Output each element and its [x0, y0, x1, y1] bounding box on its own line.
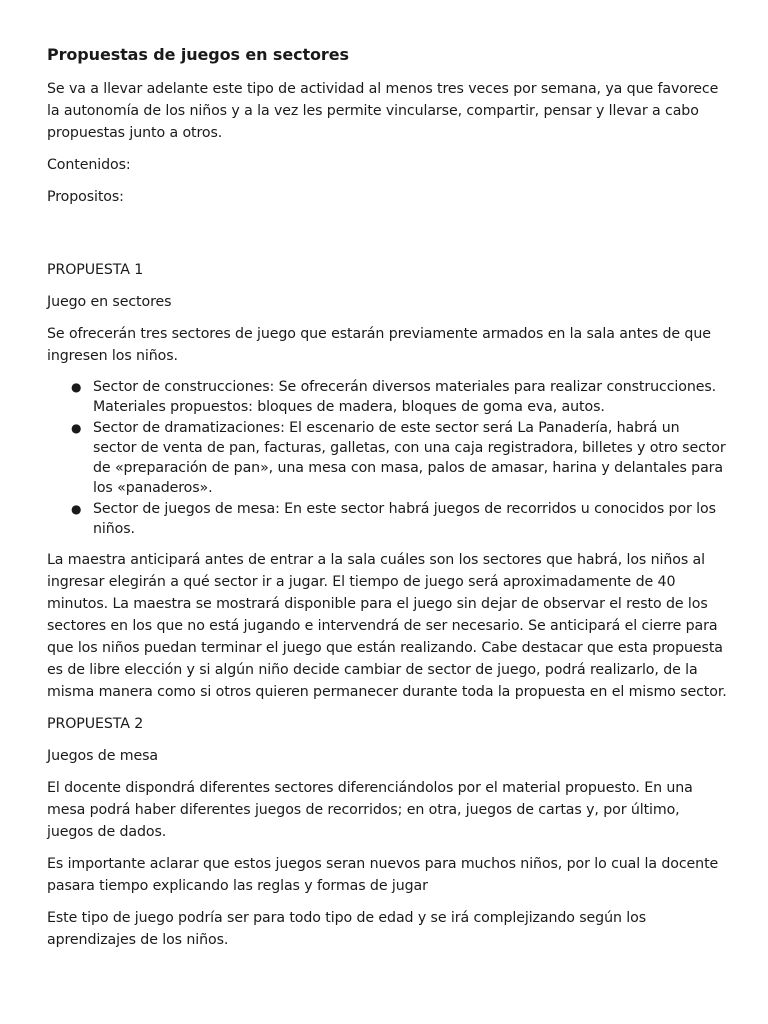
- section-gap: [47, 218, 727, 259]
- propuesta-1-subheading: Juego en sectores: [47, 294, 172, 310]
- propuesta-2-heading: PROPUESTA 2: [47, 716, 144, 732]
- propuesta-2-closing: Este tipo de juego podría ser para todo tipo de edad y se irá complejizando según los aprendizajes de los niños.: [47, 910, 646, 948]
- propuesta-1-closing: La maestra anticipará antes de entrar a la sala cuáles son los sectores que habrá, los niños al ingresar elegirán a qué sector ir a jugar. El tiempo de juego será aproximadamente de 40 minutos. La maestra se mostrará disponible para el juego sin dejar de observar el resto de los sectores en los que no está jugando e intervendrá de ser necesario. Se anticipará el cierre para que los niños puedan terminar el juego que están realizando. Cabe destacar que esta propuesta es de libre elección y si algún niño decide cambiar de sector de juego, podrá realizarlo, de la misma manera como si otros quieren permanecer durante toda la propuesta en el mismo sector.: [47, 552, 727, 700]
- sector-juegos-de-mesa-text: Sector de juegos de mesa: En este sector habrá juegos de recorridos u conocidos por los niños.: [93, 501, 716, 537]
- propositos-label: Propositos:: [47, 189, 124, 205]
- bullet-icon: ●: [71, 502, 82, 516]
- bullet-icon: ●: [71, 380, 82, 394]
- document-title: Propuestas de juegos en sectores: [47, 45, 349, 64]
- contenidos-label: Contenidos:: [47, 157, 131, 173]
- list-item: [71, 377, 727, 417]
- list-item: [71, 499, 727, 539]
- propuesta-1-heading: PROPUESTA 1: [47, 262, 144, 278]
- sector-list: [47, 377, 727, 539]
- sector-construcciones-text: Sector de construcciones: Se ofrecerán diversos materiales para realizar construcciones. Materiales propuestos: bloques de madera, bloques de goma eva, autos.: [93, 379, 717, 415]
- bullet-icon: ●: [71, 421, 82, 435]
- propuesta-2-subheading: Juegos de mesa: [47, 748, 158, 764]
- sector-dramatizaciones-text: Sector de dramatizaciones: El escenario de este sector será La Panadería, habrá un sector de venta de pan, facturas, galletas, con una caja registradora, billetes y otro sector de «preparación de pan», una mesa con masa, palos de amasar, harina y delantales para los «panaderos».: [93, 420, 726, 496]
- document-page: [47, 43, 727, 961]
- list-item: [71, 418, 727, 498]
- intro-paragraph: Se va a llevar adelante este tipo de actividad al menos tres veces por semana, ya que favorece la autonomía de los niños y a la vez les permite vincularse, compartir, pensar y llevar a cabo propuestas junto a otros.: [47, 81, 719, 141]
- propuesta-2-description: El docente dispondrá diferentes sectores diferenciándolos por el material propuesto. En una mesa podrá haber diferentes juegos de recorridos; en otra, juegos de cartas y, por último, juegos de dados.: [47, 780, 693, 840]
- propuesta-1-description: Se ofrecerán tres sectores de juego que estarán previamente armados en la sala antes de que ingresen los niños.: [47, 326, 711, 364]
- propuesta-2-note: Es importante aclarar que estos juegos seran nuevos para muchos niños, por lo cual la docente pasara tiempo explicando las reglas y formas de jugar: [47, 856, 719, 894]
